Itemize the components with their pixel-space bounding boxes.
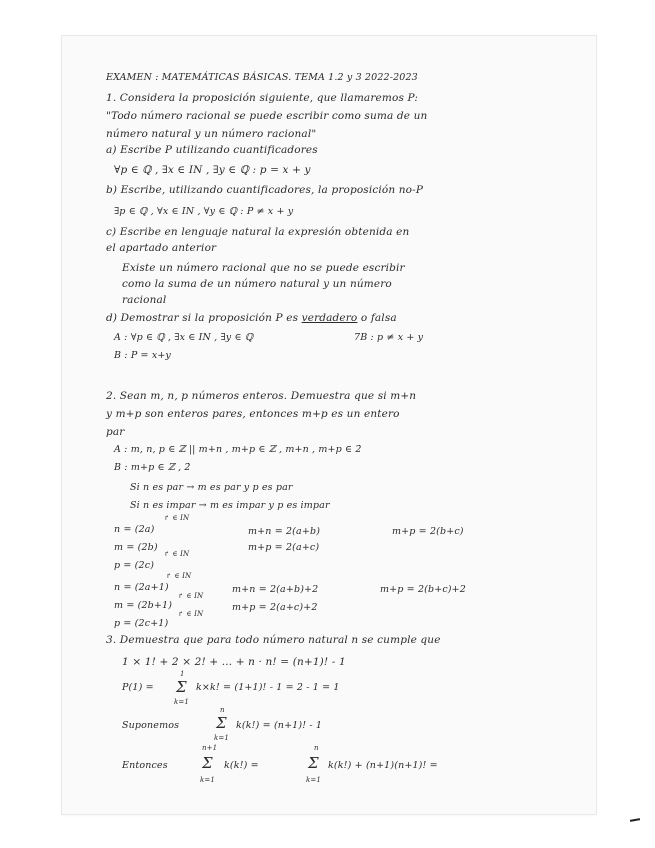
q2-statement-A: A : m, n, p ∈ ℤ || m+n , m+p ∈ ℤ , m+n , m+p ∈ 2̇ — [114, 444, 362, 455]
pen-mark — [630, 818, 640, 822]
q2-odd-m: m = (2b+1) — [114, 600, 173, 611]
q2-annotation-natural-3: ↱ ∈ IN — [166, 572, 192, 580]
q3-p1-sigma: Σ — [176, 678, 187, 696]
q2-line-3: par — [106, 426, 125, 438]
q2-annotation-natural-5: ↱ ∈ IN — [178, 610, 204, 618]
q1-c-question-line-2: el apartado anterior — [106, 242, 217, 254]
q3-line-1: 3. Demuestra que para todo número natural n se cumple que — [106, 634, 441, 646]
q1-d-question-suffix: o falsa — [360, 312, 397, 324]
q2-statement-B: B : m+p ∈ ℤ , 2̇ — [114, 462, 191, 473]
q3-hyp-sigma: Σ — [216, 714, 227, 732]
q2-odd-result-np: m+p = 2(b+c)+2 — [380, 584, 466, 595]
q3-hyp-sum-upper: n — [220, 706, 225, 714]
q2-odd-result-mn: m+n = 2(a+b)+2 — [232, 584, 319, 595]
q2-odd-result-mp: m+p = 2(a+c)+2 — [232, 602, 318, 613]
q1-quote-line-1: "Todo número racional se puede escribir como suma de un — [106, 110, 428, 122]
q3-then-sum1-lower: k=1 — [200, 776, 216, 784]
q1-d-statement-B: B : P = x+y — [114, 350, 171, 361]
q1-a-question: a) Escribe P utilizando cuantificadores — [106, 144, 318, 156]
q1-c-answer-line-1: Existe un número racional que no se puede escribir — [122, 262, 405, 274]
q1-a-answer: ∀p ∈ ℚ , ∃x ∈ IN , ∃y ∈ ℚ : p = x + y — [114, 164, 311, 176]
q1-d-question-prefix: d) Demostrar si la proposición P es — [106, 312, 299, 324]
q3-then-sigma-2: Σ — [308, 754, 319, 772]
q3-hyp-sum-lower: k=1 — [214, 734, 230, 742]
q1-d-question — [106, 312, 397, 324]
q3-then-middle: k(k!) = — [224, 760, 259, 771]
q3-p1-sum-lower: k=1 — [174, 698, 190, 706]
q1-d-question-true: verdadero — [301, 312, 358, 324]
q1-c-answer-line-2: como la suma de un número natural y un número — [122, 278, 392, 290]
q3-p1-label: P(1) = — [122, 682, 154, 693]
q3-hypothesis-label: Suponemos — [122, 720, 180, 731]
q3-p1-sum-upper: 1 — [180, 670, 185, 678]
q1-b-answer: ∃p ∈ ℚ , ∀x ∈ IN , ∀y ∈ ℚ : P ≠ x + y — [114, 206, 294, 217]
q1-c-question-line-1: c) Escribe en lenguaje natural la expresión obtenida en — [106, 226, 410, 238]
q2-annotation-natural-1: ↱ ∈ IN — [164, 514, 190, 522]
q2-odd-n: n = (2a+1) — [114, 582, 169, 593]
q3-p1-result: k×k! = (1+1)! - 1 = 2 - 1 = 1 — [196, 682, 340, 693]
q2-even-result-mn: m+n = 2(a+b) — [248, 526, 321, 537]
q2-even-result-np: m+p = 2(b+c) — [392, 526, 464, 537]
q2-even-p: p = (2c) — [114, 560, 155, 571]
q2-even-m: m = (2b) — [114, 542, 158, 553]
q2-line-1: 2. Sean m, n, p números enteros. Demuestra que si m+n — [106, 390, 417, 402]
q2-even-n: n = (2a) — [114, 524, 155, 535]
q2-annotation-natural-4: ↱ ∈ IN — [178, 592, 204, 600]
q3-then-sigma-1: Σ — [202, 754, 213, 772]
q2-annotation-natural-2: ↱ ∈ IN — [164, 550, 190, 558]
q2-line-2: y m+p son enteros pares, entonces m+p es un entero — [106, 408, 400, 420]
q3-then-sum2-upper: n — [314, 744, 319, 752]
q1-intro: 1. Considera la proposición siguiente, que llamaremos P: — [106, 92, 419, 104]
q1-d-statement-notB: 7B : p ≠ x + y — [354, 332, 424, 343]
exam-sheet — [62, 36, 596, 814]
q2-case-even: Si n es par → m es par y p es par — [130, 482, 293, 493]
q3-then-sum2-lower: k=1 — [306, 776, 322, 784]
exam-header: EXAMEN : MATEMÁTICAS BÁSICAS. TEMA 1.2 y 3 2022-2023 — [106, 72, 418, 83]
q1-quote-line-2: número natural y un número racional" — [106, 128, 317, 140]
q3-then-expansion: k(k!) + (n+1)(n+1)! = — [328, 760, 438, 771]
q3-hypothesis-expr: k(k!) = (n+1)! - 1 — [236, 720, 323, 731]
q2-case-odd: Si n es impar → m es impar y p es impar — [130, 500, 330, 511]
q3-formula: 1 × 1! + 2 × 2! + ... + n · n! = (n+1)! - 1 — [122, 656, 346, 668]
q1-d-statement-A: A : ∀p ∈ ℚ , ∃x ∈ IN , ∃y ∈ ℚ — [114, 332, 254, 343]
q2-odd-p: p = (2c+1) — [114, 618, 169, 629]
q2-even-result-mp: m+p = 2(a+c) — [248, 542, 320, 553]
q3-then-label: Entonces — [122, 760, 168, 771]
q1-b-question: b) Escribe, utilizando cuantificadores, la proposición no-P — [106, 184, 424, 196]
q3-then-sum1-upper: n+1 — [202, 744, 218, 752]
q1-c-answer-line-3: racional — [122, 294, 167, 306]
